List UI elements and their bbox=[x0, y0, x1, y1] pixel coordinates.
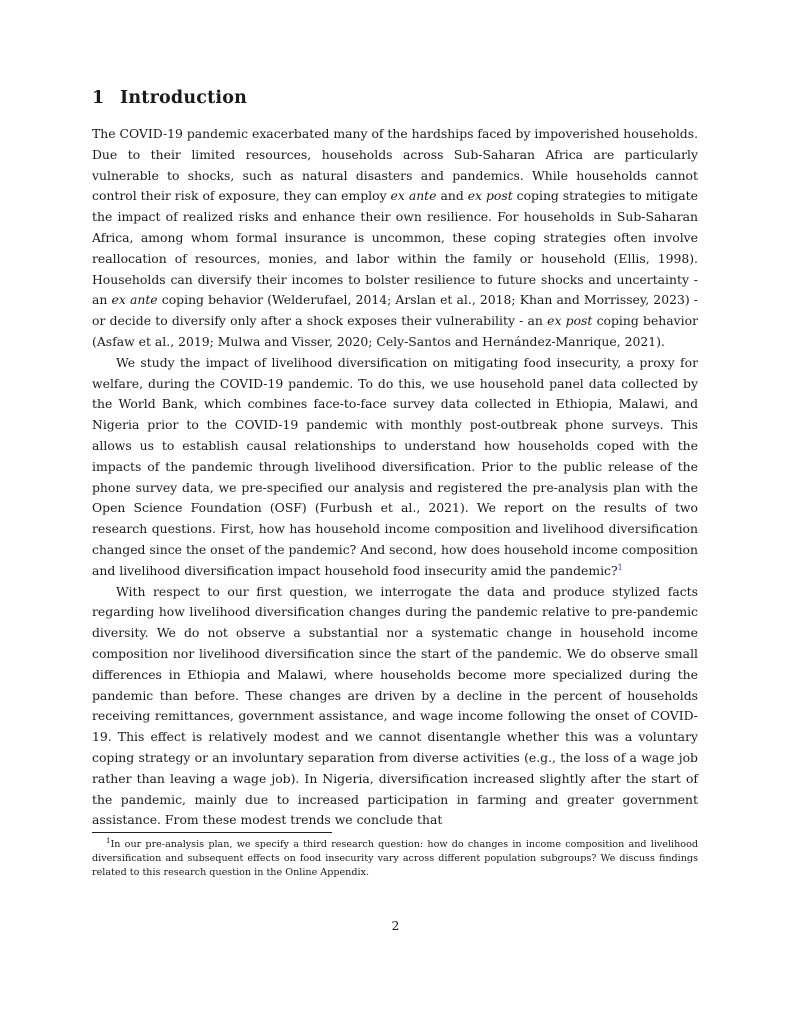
p1-text-b: and bbox=[436, 188, 468, 204]
p1-emphasis-4: ex post bbox=[547, 313, 593, 329]
p1-text-d: coping behavior (Welderufael, 2014; Arslan et al., 2018; Khan and Morrissey, 2023) - or decide to diversify only after a shock exposes their vulnerability - an bbox=[92, 292, 698, 329]
section-number: 1 bbox=[92, 88, 105, 108]
p2-text: We study the impact of livelihood diversification on mitigating food insecurity, a proxy for welfare, during the COVID-19 pandemic. To do this, we use household panel data collected by the World Bank, which combines face-to-face survey data collected in Ethiopia, Malawi, and Nigeria prior to the COVID-19 pandemic with monthly post-outbreak phone surveys. This allows us to establish causal relationships to understand how households coped with the impacts of the pandemic through livelihood diversification. Prior to the public release of the phone survey data, we pre-specified our analysis and registered the pre-analysis plan with the Open Science Foundation (OSF) (Furbush et al., 2021). We report on the results of two research questions. First, how has household income composition and livelihood diversification changed since the onset of the pandemic? And second, how does household income composition and livelihood diversification impact household food insecurity amid the pandemic? bbox=[92, 354, 698, 578]
p1-emphasis-2: ex post bbox=[467, 188, 513, 204]
section-heading bbox=[92, 88, 698, 108]
p1-text-a: The COVID-19 pandemic exacerbated many of the hardships faced by impoverished households. Due to their limited resources, households across Sub-Saharan Africa are particularly vulnerable to shocks, such as natural disasters and pandemics. While households cannot control their risk of exposure, they can employ bbox=[92, 126, 699, 204]
page-number: 2 bbox=[391, 918, 400, 933]
p1-text-e: coping behavior (Asfaw et al., 2019; Mulwa and Visser, 2020; Cely-Santos and Hernández-Manrique, 2021). bbox=[92, 313, 698, 349]
section-title: Introduction bbox=[120, 88, 248, 108]
footnote-text: In our pre-analysis plan, we specify a third research question: how do changes in income composition and livelihood diversification and subsequent effects on food insecurity vary across different population subgroups? We discuss findings related to this research question in the Online Appendix. bbox=[92, 839, 698, 878]
footnote-reference-link[interactable]: 1 bbox=[617, 562, 623, 572]
footnote bbox=[92, 838, 698, 880]
paragraph-1 bbox=[92, 124, 698, 353]
p1-emphasis-3: ex ante bbox=[111, 292, 158, 308]
page-body bbox=[92, 88, 698, 831]
p1-text-c: coping strategies to mitigate the impact of realized risks and enhance their own resilience. For households in Sub-Saharan Africa, among whom formal insurance is uncommon, these coping strategies often involve reallocation of resources, monies, and labor within the family or household (Ellis, 1998). Households can diversify their incomes to bolster resilience to future shocks and uncertainty - an bbox=[92, 188, 698, 308]
footnote-divider bbox=[92, 832, 332, 833]
p3-text: With respect to our first question, we interrogate the data and produce stylized facts regarding how livelihood diversification changes during the pandemic relative to pre-pandemic diversity. We do not observe a substantial nor a systematic change in household income composition nor livelihood diversification since the start of the pandemic. We do observe small differences in Ethiopia and Malawi, where households become more specialized during the pandemic than before. These changes are driven by a decline in the percent of households receiving remittances, government assistance, and wage income following the onset of COVID-19. This effect is relatively modest and we cannot disentangle whether this was a voluntary coping strategy or an involuntary separation from diverse activities (e.g., the loss of a wage job rather than leaving a wage job). In Nigeria, diversification increased slightly after the start of the pandemic, mainly due to increased participation in farming and greater government assistance. From these modest trends we conclude that bbox=[92, 583, 698, 828]
footnote-mark: 1 bbox=[106, 836, 111, 845]
paragraph-2 bbox=[92, 353, 698, 582]
paragraph-3 bbox=[92, 582, 698, 832]
p1-emphasis-1: ex ante bbox=[390, 188, 437, 204]
